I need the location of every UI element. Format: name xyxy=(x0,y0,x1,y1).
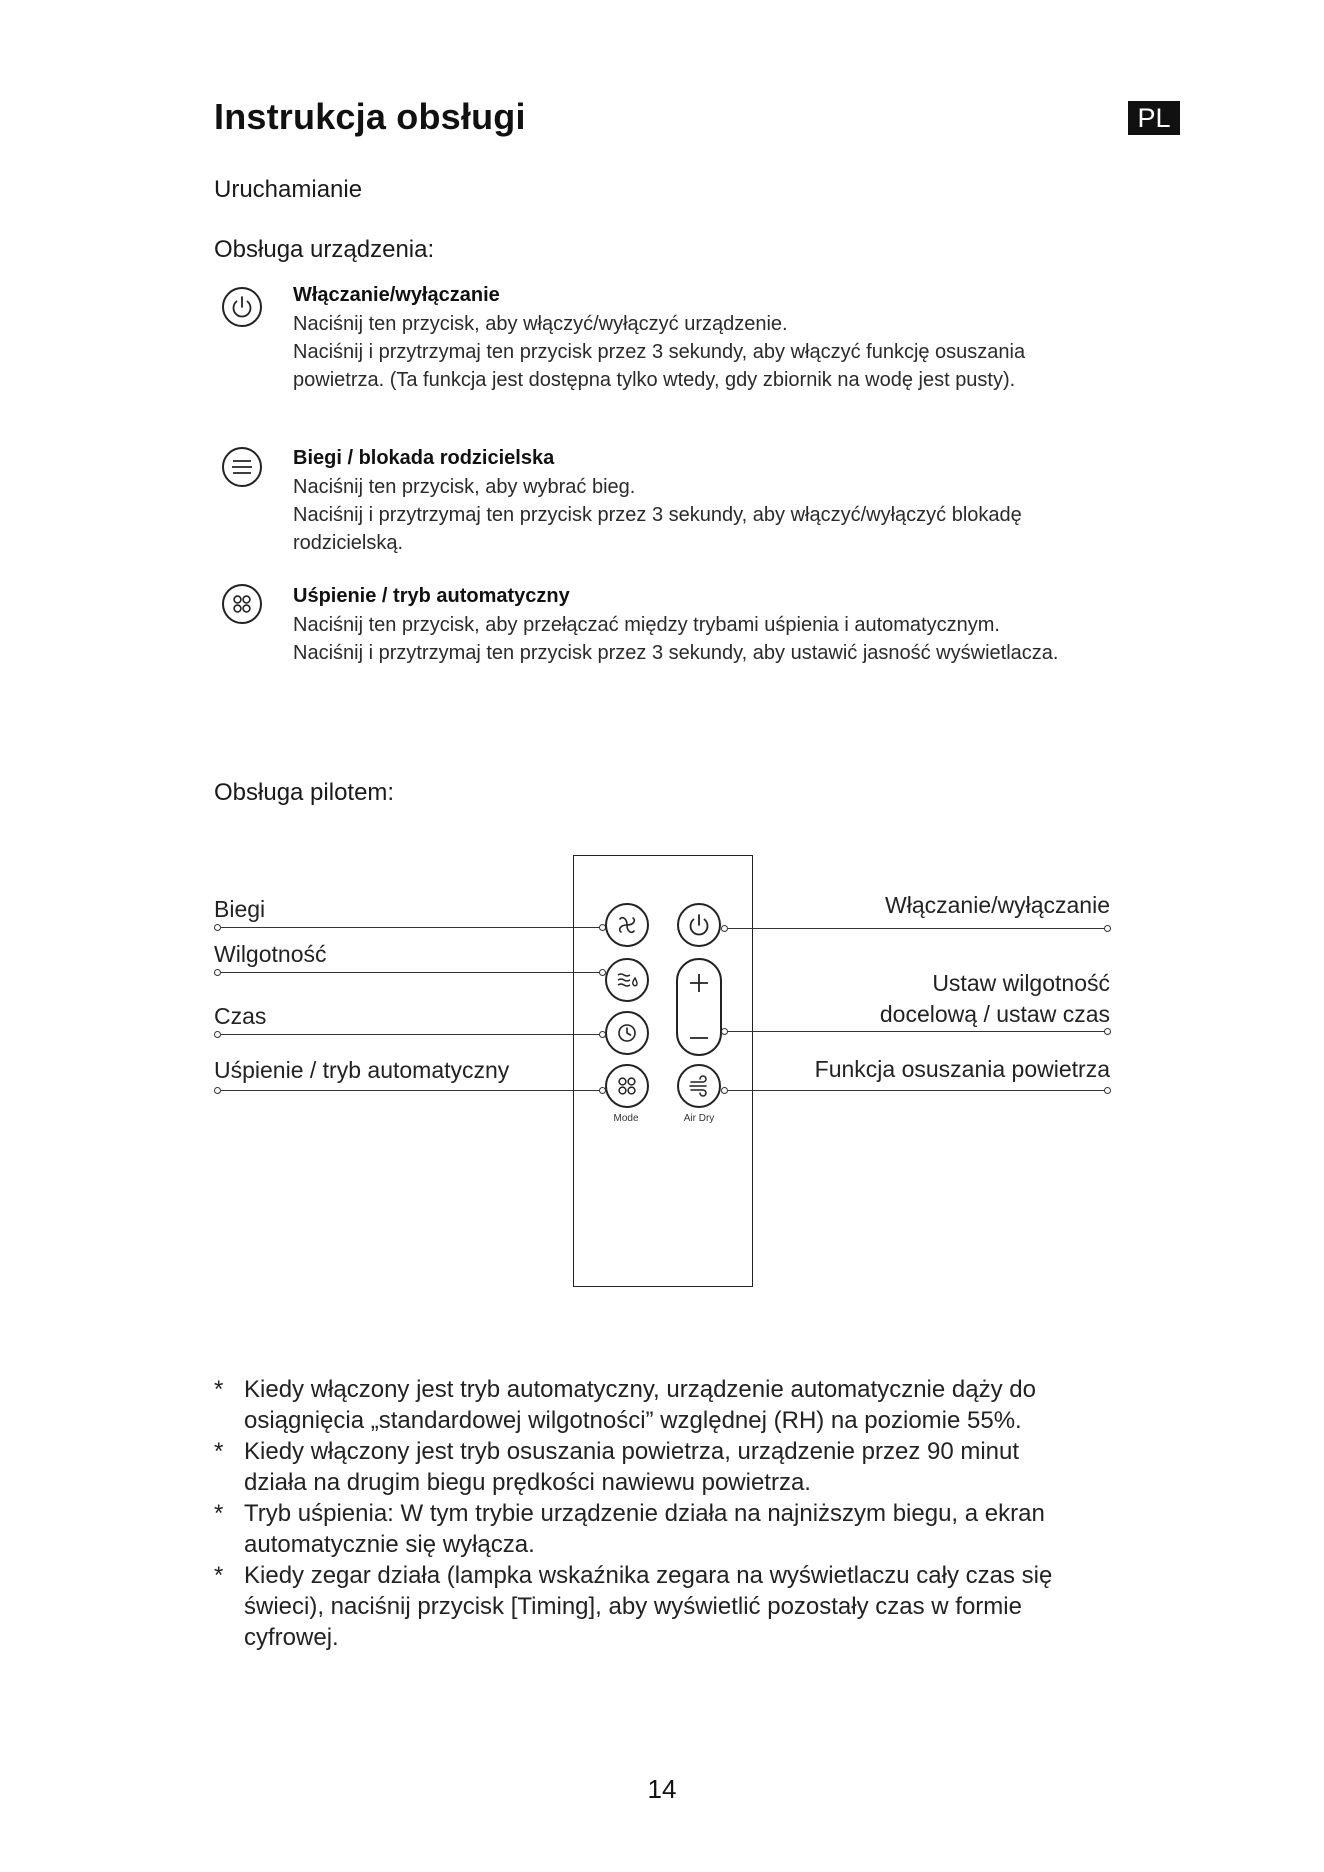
remote-control-outline xyxy=(573,855,753,1287)
callout-line xyxy=(221,927,600,928)
callout-target-line1: Ustaw wilgotność xyxy=(932,970,1110,996)
device-item-line: rodzicielską. xyxy=(293,532,404,554)
callout-line xyxy=(221,1034,600,1035)
remote-air-dry-button xyxy=(677,1064,721,1108)
remote-mode-label: Mode xyxy=(613,1113,639,1124)
note-line: działa na drugim biegu prędkości nawiewu powietrza. xyxy=(244,1469,811,1496)
note-timer xyxy=(214,1560,1114,1653)
section-remote-heading: Obsługa pilotem: xyxy=(214,779,395,806)
device-item-power xyxy=(293,280,1173,394)
device-item-line: Naciśnij ten przycisk, aby włączyć/wyłączyć urządzenie. xyxy=(293,313,788,335)
callout-line xyxy=(221,972,600,973)
callout-dot xyxy=(214,1087,221,1094)
power-icon xyxy=(222,287,262,327)
callout-air-dry: Funkcja osuszania powietrza xyxy=(814,1056,1110,1082)
remote-timer-button xyxy=(605,1011,649,1055)
note-line: cyfrowej. xyxy=(244,1624,339,1651)
remote-fan-speed-button xyxy=(605,903,649,947)
note-bullet: * xyxy=(214,1562,224,1589)
callout-dot xyxy=(214,969,221,976)
callout-line xyxy=(728,1031,1105,1032)
callout-dot xyxy=(599,1031,606,1038)
note-line: automatycznie się wyłącza. xyxy=(244,1531,535,1558)
note-line: osiągnięcia „standardowej wilgotności” względnej (RH) na poziomie 55%. xyxy=(244,1407,1022,1434)
callout-line xyxy=(221,1090,600,1091)
callout-dot xyxy=(214,924,221,931)
callout-line xyxy=(728,928,1105,929)
callout-target-line2: docelową / ustaw czas xyxy=(879,1001,1110,1027)
note-line: Kiedy włączony jest tryb automatyczny, urządzenie automatycznie dąży do xyxy=(244,1376,1036,1403)
callout-dot xyxy=(721,1028,728,1035)
callout-dot xyxy=(721,925,728,932)
device-item-line: Naciśnij ten przycisk, aby wybrać bieg. xyxy=(293,476,636,498)
device-item-line: powietrza. (Ta funkcja jest dostępna tylko wtedy, gdy zbiornik na wodę jest pusty). xyxy=(293,369,1016,391)
note-auto-mode xyxy=(214,1374,1114,1436)
language-badge: PL xyxy=(1128,101,1180,135)
section-start-heading: Uruchamianie xyxy=(214,176,363,203)
section-device-heading: Obsługa urządzenia: xyxy=(214,236,435,263)
device-item-speed xyxy=(293,443,1173,557)
callout-power: Włączanie/wyłączanie xyxy=(885,892,1110,918)
remote-power-button xyxy=(677,903,721,947)
device-item-title: Biegi / blokada rodzicielska xyxy=(293,447,555,469)
device-item-line: Naciśnij i przytrzymaj ten przycisk przez 3 sekundy, aby włączyć funkcję osuszania xyxy=(293,341,1026,363)
remote-mode-button xyxy=(605,1064,649,1108)
note-bullet: * xyxy=(214,1438,224,1465)
note-bullet: * xyxy=(214,1500,224,1527)
callout-dot xyxy=(599,924,606,931)
note-bullet: * xyxy=(214,1376,224,1403)
callout-dot xyxy=(1104,1087,1111,1094)
callout-dot xyxy=(214,1031,221,1038)
callout-humidity: Wilgotność xyxy=(214,941,327,967)
device-item-title: Uśpienie / tryb automatyczny xyxy=(293,585,570,607)
note-sleep-mode xyxy=(214,1498,1114,1560)
device-item-line: Naciśnij ten przycisk, aby przełączać między trybami uśpienia i automatycznym. xyxy=(293,614,1000,636)
mode-icon xyxy=(222,584,262,624)
device-item-title: Włączanie/wyłączanie xyxy=(293,284,500,306)
remote-air-dry-label: Air Dry xyxy=(683,1113,715,1124)
callout-timer: Czas xyxy=(214,1003,267,1029)
page-number: 14 xyxy=(647,1774,677,1804)
callout-dot xyxy=(1104,925,1111,932)
callout-line xyxy=(728,1090,1105,1091)
device-item-mode xyxy=(293,581,1173,667)
note-line: Kiedy włączony jest tryb osuszania powietrza, urządzenie przez 90 minut xyxy=(244,1438,1020,1465)
page-title: Instrukcja obsługi xyxy=(214,96,526,137)
callout-dot xyxy=(599,969,606,976)
menu-icon xyxy=(222,447,262,487)
note-line: Tryb uśpienia: W tym trybie urządzenie działa na najniższym biegu, a ekran xyxy=(244,1500,1045,1527)
callout-dot xyxy=(1104,1028,1111,1035)
note-line: świeci), naciśnij przycisk [Timing], aby wyświetlić pozostały czas w formie xyxy=(244,1593,1022,1620)
callout-speed: Biegi xyxy=(214,896,266,922)
device-item-line: Naciśnij i przytrzymaj ten przycisk przez 3 sekundy, aby włączyć/wyłączyć blokadę xyxy=(293,504,1022,526)
callout-dot xyxy=(721,1087,728,1094)
device-item-line: Naciśnij i przytrzymaj ten przycisk przez 3 sekundy, aby ustawić jasność wyświetlacza. xyxy=(293,642,1059,664)
callout-sleep-auto: Uśpienie / tryb automatyczny xyxy=(214,1057,510,1083)
remote-humidity-button xyxy=(605,958,649,1002)
note-line: Kiedy zegar działa (lampka wskaźnika zegara na wyświetlaczu cały czas się xyxy=(244,1562,1053,1589)
note-air-dry xyxy=(214,1436,1114,1498)
callout-dot xyxy=(599,1087,606,1094)
remote-plus-minus-rocker xyxy=(676,958,722,1056)
